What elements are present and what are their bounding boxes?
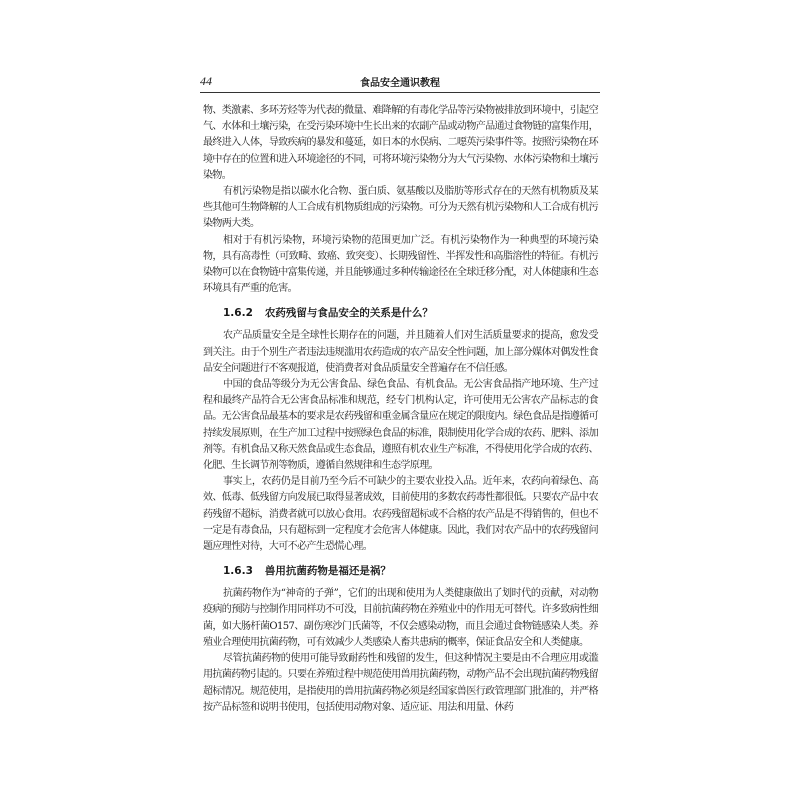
- book-title: 食品安全通识教程: [360, 78, 440, 89]
- section-heading: [223, 562, 598, 580]
- paragraph: 尽管抗菌药物的使用可能导致耐药性和残留的发生，但这种情况主要是由不合理应用或滥用抗菌药物引起的。只要在养殖过程中规范使用兽用抗菌药物，动物产品不会出现抗菌药物残留超标情况。规范使用，是指使用的兽用抗菌药物必须是经国家兽医行政管理部门批准的，并严格按产品标签和说明书使用，包括使用动物对象、适应证、用法和用量、休药: [203, 653, 598, 713]
- section-number: 1.6.3: [223, 565, 253, 578]
- paragraph: 有机污染物是指以碳水化合物、蛋白质、氨基酸以及脂肪等形式存在的天然有机物质及某些其他可生物降解的人工合成有机物质组成的污染物。可分为天然有机污染物和人工合成有机污染物两大类。: [203, 186, 598, 230]
- paragraph: 抗菌药物作为“神奇的子弹”，它们的出现和使用为人类健康做出了划时代的贡献，对动物疫病的预防与控制作用同样功不可没，目前抗菌药物在养殖业中的作用无可替代。许多致病性细菌，如大肠杆菌O157、副伤寒沙门氏菌等，不仅会感染动物，而且会通过食物链感染人类。养殖业合理使用抗菌药物，可有效减少人类感染人畜共患病的概率，保证食品安全和人类健康。: [203, 588, 598, 648]
- paragraph: 事实上，农药仍是目前乃至今后不可缺少的主要农业投入品。近年来，农药向着绿色、高效、低毒、低残留方向发展已取得显著成效，目前使用的多数农药毒性都很低。只要农产品中农药残留不超标，消费者就可以放心食用。农药残留超标或不合格的农产品是不得销售的，但也不一定是有毒食品，只有超标到一定程度才会危害人体健康。因此，我们对农产品中的农药残留问题应理性对待，大可不必产生恐慌心理。: [203, 476, 598, 553]
- section-title: 农药残留与食品安全的关系是什么？: [264, 307, 433, 320]
- section-heading: [223, 304, 598, 322]
- section-number: 1.6.2: [223, 307, 253, 320]
- header-rule: [200, 92, 600, 93]
- paragraph: 农产品质量安全是全球性长期存在的问题，并且随着人们对生活质量要求的提高，愈发受到关注。由于个别生产者违法违规滥用农药造成的农产品安全性问题，加上部分媒体对偶发性食品安全问题进行不客观报道，使消费者对食品质量安全普遍存在不信任感。: [203, 330, 598, 374]
- page-number: 44: [200, 74, 212, 88]
- paragraph: 中国的食品等级分为无公害食品、绿色食品、有机食品。无公害食品指产地环境、生产过程和最终产品符合无公害食品标准和规范，经专门机构认定，许可使用无公害农产品标志的食品。无公害食品最基本的要求是农药残留和重金属含量应在规定的限度内。绿色食品是指遵循可持续发展原则，在生产加工过程中按照绿色食品的标准，限制使用化学合成的农药、肥料、添加剂等。有机食品又称天然食品或生态食品，遵照有机农业生产标准，不得使用化学合成的农药、化肥、生长调节剂等物质，遵循自然规律和生态学原理。: [203, 379, 598, 472]
- section-title: 兽用抗菌药物是福还是祸？: [264, 565, 391, 578]
- running-header: [200, 74, 600, 94]
- page-body: [203, 103, 598, 716]
- paragraph: 物、类激素、多环芳烃等为代表的微量、难降解的有毒化学品等污染物被排放到环境中，引起空气、水体和土壤污染，在受污染环境中生长出来的农副产品或动物产品通过食物链的富集作用，最终进入人体，导致疾病的暴发和蔓延，如日本的水俣病、二噁英污染事件等。按照污染物在环境中存在的位置和进入环境途径的不同，可将环境污染物分为大气污染物、水体污染物和土壤污染物。: [203, 105, 598, 181]
- paragraph: 相对于有机污染物，环境污染物的范围更加广泛。有机污染物作为一种典型的环境污染物，具有高毒性（可致畸、致癌、致突变）、长期残留性、半挥发性和高脂溶性的特征。有机污染物可以在食物链中富集传递，并且能够通过多种传输途径在全球迁移分配，对人体健康和生态环境具有严重的危害。: [203, 234, 598, 295]
